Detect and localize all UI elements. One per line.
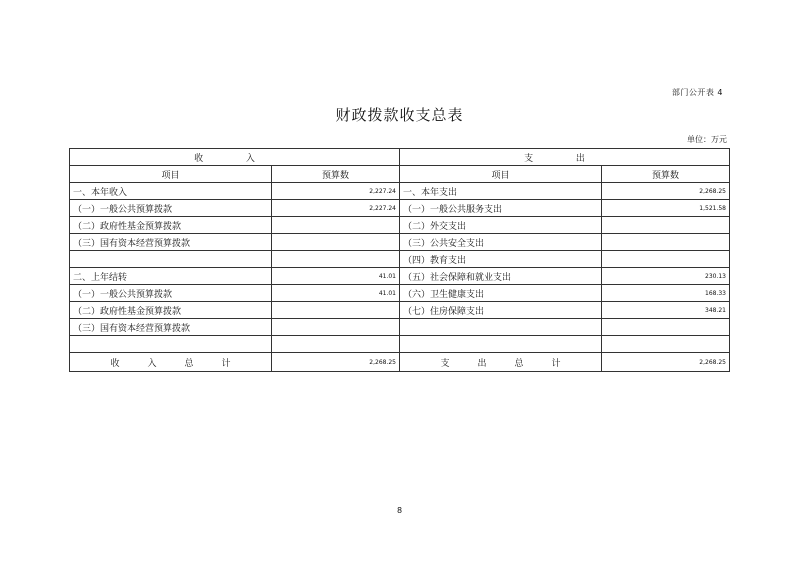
column-header-row: [70, 166, 730, 183]
expense-amount-cell: 348.21: [602, 302, 730, 319]
expense-item-cell: （七）住房保障支出: [400, 302, 602, 319]
table-row: [70, 268, 730, 285]
income-total-label-text: 收入总计: [110, 358, 231, 369]
expense-item-cell: [400, 319, 602, 336]
expense-item-cell: （三）公共安全支出: [400, 234, 602, 251]
expense-item-header: 项目: [400, 166, 602, 183]
table-row: [70, 234, 730, 251]
expense-amount-cell: 230.13: [602, 268, 730, 285]
expense-amount-cell: 1,521.58: [602, 200, 730, 217]
income-item-cell: （一）一般公共预算拨款: [70, 285, 272, 302]
expense-total-label: [400, 353, 602, 372]
income-item-cell: 二、上年结转: [70, 268, 272, 285]
income-item-cell: （三）国有资本经营预算拨款: [70, 234, 272, 251]
table-row: [70, 336, 730, 353]
income-amount-cell: [272, 217, 400, 234]
expense-amount-cell: 168.33: [602, 285, 730, 302]
income-amount-cell: [272, 234, 400, 251]
table-row: [70, 251, 730, 268]
expense-section-header: 支 出: [400, 149, 730, 166]
income-amount-cell: [272, 319, 400, 336]
income-item-cell: （一）一般公共预算拨款: [70, 200, 272, 217]
expense-item-cell: 一、本年支出: [400, 183, 602, 200]
income-amount-cell: [272, 302, 400, 319]
table-row: [70, 200, 730, 217]
expense-amount-cell: [602, 319, 730, 336]
income-item-header: 项目: [70, 166, 272, 183]
form-number: 部门公开表 4: [671, 88, 723, 97]
expense-amount-header: 预算数: [602, 166, 730, 183]
expense-item-cell: （一）一般公共服务支出: [400, 200, 602, 217]
income-section-header: 收 入: [70, 149, 400, 166]
income-total-amount: 2,268.25: [272, 353, 400, 372]
expense-amount-cell: [602, 336, 730, 353]
table-row: [70, 217, 730, 234]
expense-item-cell: （六）卫生健康支出: [400, 285, 602, 302]
income-item-cell: （二）政府性基金预算拨款: [70, 217, 272, 234]
page-title: 财政拨款收支总表: [335, 106, 464, 124]
income-item-cell: （三）国有资本经营预算拨款: [70, 319, 272, 336]
budget-table: [69, 148, 730, 372]
page-number: 8: [396, 506, 403, 515]
income-item-cell: （二）政府性基金预算拨款: [70, 302, 272, 319]
income-amount-cell: 41.01: [272, 268, 400, 285]
income-total-label: [70, 353, 272, 372]
expense-item-cell: （四）教育支出: [400, 251, 602, 268]
income-item-cell: 一、本年收入: [70, 183, 272, 200]
income-amount-cell: [272, 251, 400, 268]
budget-table-body: [70, 149, 730, 372]
expense-total-label-text: 支出总计: [440, 358, 561, 369]
income-amount-cell: 2,227.24: [272, 183, 400, 200]
expense-item-cell: [400, 336, 602, 353]
expense-total-amount: 2,268.25: [602, 353, 730, 372]
table-row: [70, 183, 730, 200]
income-amount-cell: [272, 336, 400, 353]
expense-amount-cell: 2,268.25: [602, 183, 730, 200]
table-row: [70, 285, 730, 302]
income-item-cell: [70, 251, 272, 268]
income-amount-header: 预算数: [272, 166, 400, 183]
table-row: [70, 319, 730, 336]
expense-item-cell: （五）社会保障和就业支出: [400, 268, 602, 285]
unit-label: 单位：万元: [687, 135, 727, 144]
income-item-cell: [70, 336, 272, 353]
expense-amount-cell: [602, 217, 730, 234]
table-row: [70, 302, 730, 319]
expense-item-cell: （二）外交支出: [400, 217, 602, 234]
section-header-row: [70, 149, 730, 166]
income-amount-cell: 41.01: [272, 285, 400, 302]
expense-amount-cell: [602, 251, 730, 268]
expense-amount-cell: [602, 234, 730, 251]
totals-row: [70, 353, 730, 372]
income-amount-cell: 2,227.24: [272, 200, 400, 217]
